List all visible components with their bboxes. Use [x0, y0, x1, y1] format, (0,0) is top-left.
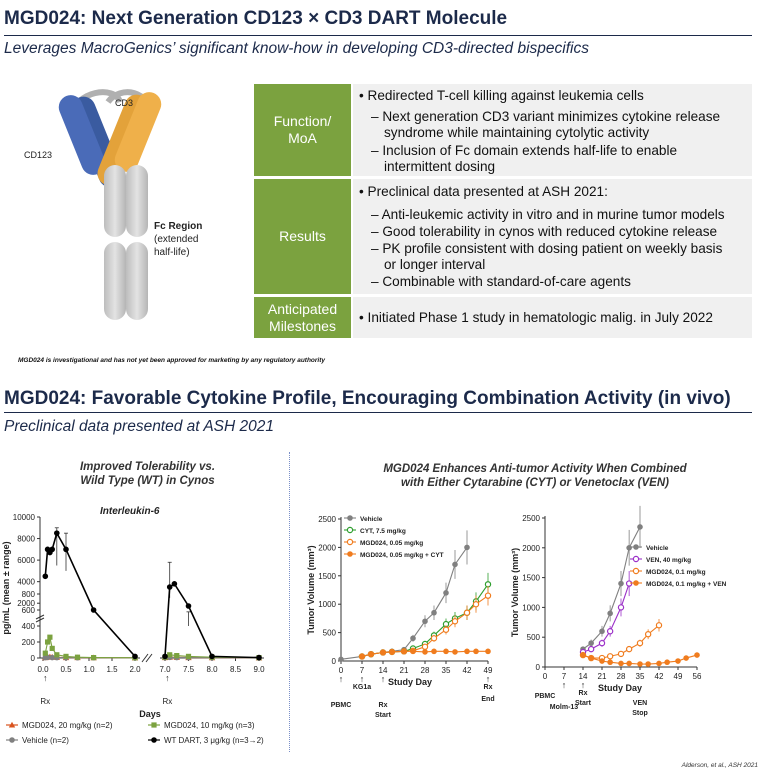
slide1-subtitle: Leverages MacroGenics’ significant know-how in developing CD3-directed bispecifics — [4, 40, 589, 57]
fc-chain-1-upper — [104, 165, 126, 237]
series-line-wt-dart-3-g-kg-n-3-2 — [45, 533, 135, 656]
annotation-arrow: ↑ — [561, 680, 567, 690]
annotation-arrow: ↑ — [380, 674, 386, 684]
legend-marker-mgd024-0-1-mg-kg — [633, 568, 638, 573]
legend-marker-mgd024-0-05-mg-kg — [347, 539, 352, 544]
series-line-vehicle — [341, 547, 467, 659]
x-tick-label: 28 — [616, 672, 626, 681]
data-point-mgd024-10-mg-kg-n-3 — [43, 651, 48, 656]
y-tick-label: 0 — [331, 657, 336, 666]
data-point-ven-40-mg-kg — [627, 581, 632, 586]
data-point-mgd024-0-1-mg-kg-ven — [637, 661, 643, 667]
data-point-ven-40-mg-kg — [618, 605, 623, 610]
annotation-label: PBMC — [330, 702, 352, 709]
table-row-milestones — [254, 297, 752, 338]
legend-marker-vehicle — [347, 515, 353, 521]
slide1-title: MGD024: Next Generation CD123 × CD3 DART Molecule — [4, 8, 508, 29]
x-tick-label: 9.0 — [253, 665, 265, 674]
data-point-ven-40-mg-kg — [608, 629, 613, 634]
cd123-label: CD123 — [24, 150, 53, 160]
data-point-mgd024-0-1-mg-kg — [608, 654, 613, 659]
x-tick-label: 21 — [597, 672, 607, 681]
data-point-mgd024-0-05-mg-kg-cyt — [422, 649, 428, 655]
x-tick-label: 1.0 — [83, 665, 95, 674]
y-axis-title: pg/mL (mean ± range) — [1, 541, 11, 635]
data-point-mgd024-0-1-mg-kg-ven — [618, 661, 624, 667]
data-point-vehicle — [637, 524, 643, 530]
data-point-mgd024-10-mg-kg-n-3 — [47, 635, 52, 640]
y-tick-label: 1500 — [318, 571, 336, 581]
data-point-mgd024-10-mg-kg-n-3 — [186, 654, 191, 659]
legend-label: MGD024, 0.1 mg/kg + VEN — [646, 581, 727, 588]
il6-subtitle: Interleukin-6 — [100, 506, 160, 517]
y-tick-label: 4000 — [17, 577, 35, 587]
y-tick-label: 800 — [21, 590, 35, 599]
x-tick-label: 8.5 — [229, 665, 242, 674]
y-tick-label: 1500 — [522, 573, 540, 583]
data-point-mgd024-10-mg-kg-n-3 — [45, 639, 50, 644]
left-panel-heading: Improved Tolerability vs. Wild Type (WT) in Cynos — [79, 461, 216, 487]
data-point-wt-dart-3-g-kg-n-3-2 — [132, 654, 138, 660]
data-point-vehicle — [422, 618, 428, 624]
row-header-milestones: Anticipated Milestones — [254, 297, 351, 338]
x-tick-label: 1.5 — [106, 665, 118, 674]
data-point-mgd024-0-1-mg-kg-ven — [607, 659, 613, 665]
x-tick-label: 42 — [462, 666, 472, 675]
cd3-label: CD3 — [115, 98, 134, 108]
data-point-mgd024-0-1-mg-kg — [627, 647, 632, 652]
data-point-mgd024-0-1-mg-kg-ven — [683, 655, 689, 661]
legend-label: MGD024, 0.1 mg/kg — [646, 569, 706, 576]
table-row-function — [254, 84, 752, 176]
x-axis-title: Study Day — [387, 677, 433, 687]
legend-marker-mgd024-10-mg-kg-n-3 — [151, 722, 156, 727]
data-point-wt-dart-3-g-kg-n-3-2 — [167, 584, 173, 590]
x-tick-label: 14 — [378, 666, 388, 675]
data-point-vehicle — [626, 545, 632, 551]
data-point-wt-dart-3-g-kg-n-3-2 — [63, 547, 69, 553]
data-point-mgd024-0-1-mg-kg-ven — [645, 661, 651, 667]
legend-label: MGD024, 0.05 mg/kg + CYT — [360, 552, 444, 559]
data-point-vehicle — [599, 628, 605, 634]
cyt-tumor-chart — [298, 505, 503, 725]
data-point-mgd024-10-mg-kg-n-3 — [75, 655, 80, 660]
rx-annotation: Rx — [162, 697, 173, 706]
data-point-wt-dart-3-g-kg-n-3-2 — [49, 547, 55, 553]
data-point-vehicle — [410, 635, 416, 641]
annotation-label: Rx — [483, 684, 493, 691]
rx-annotation: Rx — [40, 697, 51, 706]
y-tick-label: 0 — [535, 663, 540, 672]
data-point-mgd024-0-05-mg-kg-cyt — [485, 649, 491, 655]
slide2-title-rule — [4, 412, 752, 413]
data-point-vehicle — [443, 590, 449, 596]
y-tick-label: 1000 — [318, 600, 336, 610]
y-axis-title: Tumor Volume (mm³) — [510, 547, 520, 638]
fc-chain-1-lower — [104, 242, 126, 320]
x-tick-label: 14 — [578, 672, 588, 681]
data-point-mgd024-0-1-mg-kg — [618, 651, 623, 656]
x-tick-label: 7 — [359, 666, 365, 675]
data-point-wt-dart-3-g-kg-n-3-2 — [209, 654, 215, 660]
legend-marker-wt-dart-3-g-kg-n-3-2 — [151, 737, 157, 743]
data-point-mgd024-0-05-mg-kg-cyt — [389, 649, 395, 655]
x-tick-label: 42 — [654, 672, 664, 681]
data-point-mgd024-0-1-mg-kg-ven — [694, 652, 700, 658]
slide1-title-rule — [4, 35, 752, 36]
disclaimer: MGD024 is investigational and has not yet been approved for marketing by any regulatory authority — [18, 357, 326, 364]
x-tick-label: 0.0 — [37, 665, 49, 674]
legend-label: Vehicle (n=2) — [22, 736, 69, 745]
y-tick-label: 200 — [21, 638, 35, 647]
data-point-mgd024-10-mg-kg-n-3 — [174, 653, 179, 658]
x-tick-label: 7.0 — [159, 665, 171, 674]
table-row-results — [254, 179, 752, 294]
data-point-wt-dart-3-g-kg-n-3-2 — [186, 603, 192, 609]
data-point-mgd024-0-05-mg-kg — [443, 627, 448, 632]
data-point-mgd024-10-mg-kg-n-3 — [54, 652, 59, 657]
row-header-function: Function/ MoA — [254, 84, 351, 176]
fc-region-sub1: (extended — [154, 234, 199, 245]
citation: Alderson, et al., ASH 2021 — [681, 762, 758, 769]
data-point-mgd024-0-1-mg-kg-ven — [588, 655, 594, 661]
slide2-subtitle: Preclinical data presented at ASH 2021 — [4, 418, 274, 435]
x-axis-title: Days — [139, 709, 161, 719]
legend-marker-vehicle — [633, 544, 639, 550]
data-point-wt-dart-3-g-kg-n-3-2 — [91, 607, 97, 613]
y-tick-label: 2000 — [17, 599, 35, 609]
legend-marker-cyt-7-5-mg-kg — [347, 527, 352, 532]
data-point-vehicle — [431, 610, 437, 616]
data-point-mgd024-0-05-mg-kg-cyt — [443, 649, 449, 655]
data-point-mgd024-0-05-mg-kg — [431, 636, 436, 641]
legend-label: VEN, 40 mg/kg — [646, 557, 692, 564]
x-tick-label: 35 — [441, 666, 451, 675]
x-tick-label: 0 — [542, 672, 548, 681]
slide2-title: MGD024: Favorable Cytokine Profile, Encouraging Combination Activity (in vivo) — [4, 388, 731, 409]
data-point-mgd024-0-05-mg-kg — [422, 644, 427, 649]
data-point-vehicle — [464, 545, 470, 551]
data-point-mgd024-0-05-mg-kg-cyt — [359, 654, 365, 660]
data-point-wt-dart-3-g-kg-n-3-2 — [162, 654, 168, 660]
legend-marker-vehicle-n-2 — [9, 737, 15, 743]
data-point-vehicle — [607, 611, 613, 617]
legend-marker-mgd024-0-1-mg-kg-ven — [633, 580, 639, 586]
data-point-mgd024-0-05-mg-kg — [452, 619, 457, 624]
data-point-vehicle — [338, 656, 344, 662]
annotation-label: KG1a — [352, 684, 372, 691]
y-tick-label: 2000 — [318, 543, 336, 553]
data-point-mgd024-0-1-mg-kg-ven — [580, 652, 586, 658]
dart-molecule-diagram — [20, 80, 230, 325]
annotation-label: Start — [375, 712, 391, 719]
data-point-mgd024-0-1-mg-kg — [637, 641, 642, 646]
data-point-mgd024-0-05-mg-kg-cyt — [431, 649, 437, 655]
y-tick-label: 0 — [30, 654, 35, 663]
annotation-label: Molm-13 — [549, 704, 579, 711]
x-tick-label: 0.5 — [60, 665, 72, 674]
rx-arrow: ↑ — [165, 673, 170, 683]
data-point-wt-dart-3-g-kg-n-3-2 — [172, 581, 178, 587]
data-point-mgd024-0-1-mg-kg-ven — [599, 658, 605, 664]
data-point-mgd024-10-mg-kg-n-3 — [91, 655, 96, 660]
row-body-results: • Preclinical data presented at ASH 2021: – Anti-leukemic activity in vitro and in murine tumor models – Good tolerability in cynos with reduced cytokine release – PK profile consistent with dosing patient on weekly basis or longer interval – Combinable with standard-of-care agents — [353, 179, 752, 294]
legend-label: MGD024, 0.05 mg/kg — [360, 540, 424, 547]
feature-table — [254, 84, 752, 338]
y-axis-title: Tumor Volume (mm³) — [306, 545, 316, 635]
y-tick-label: 500 — [526, 633, 540, 643]
il6-chart — [0, 498, 290, 756]
data-point-mgd024-0-1-mg-kg — [646, 632, 651, 637]
data-point-vehicle — [588, 640, 594, 646]
row-header-results: Results — [254, 179, 351, 294]
legend-label: WT DART, 3 μg/kg (n=3→2) — [164, 736, 264, 745]
x-axis-title: Study Day — [597, 683, 643, 693]
x-tick-label: 7.5 — [182, 665, 195, 674]
fc-region-sub2: half-life) — [154, 247, 190, 258]
annotation-label: Start — [575, 700, 591, 707]
data-point-wt-dart-3-g-kg-n-3-2 — [43, 573, 49, 579]
data-point-vehicle — [452, 562, 458, 568]
annotation-label: VEN — [632, 700, 648, 707]
data-point-mgd024-0-05-mg-kg-cyt — [473, 649, 479, 655]
legend-marker-mgd024-0-05-mg-kg-cyt — [347, 551, 353, 557]
x-tick-label: 56 — [692, 672, 702, 681]
y-tick-label: 2500 — [318, 515, 336, 524]
annotation-label: End — [481, 696, 495, 703]
data-point-mgd024-0-05-mg-kg-cyt — [452, 649, 458, 655]
rx-arrow: ↑ — [43, 673, 48, 683]
legend-marker-ven-40-mg-kg — [633, 556, 638, 561]
row-body-milestones: • Initiated Phase 1 study in hematologic malig. in July 2022 — [353, 297, 752, 338]
x-tick-label: 7 — [561, 672, 567, 681]
data-point-mgd024-0-1-mg-kg — [656, 623, 661, 628]
data-point-mgd024-0-1-mg-kg-ven — [626, 661, 632, 667]
data-point-mgd024-0-05-mg-kg — [485, 593, 490, 598]
fc-region-label: Fc Region — [154, 221, 203, 232]
data-point-mgd024-0-05-mg-kg — [473, 602, 478, 607]
data-point-mgd024-0-1-mg-kg-ven — [675, 658, 681, 664]
data-point-mgd024-0-05-mg-kg-cyt — [464, 649, 470, 655]
y-tick-label: 2500 — [522, 514, 540, 523]
x-tick-label: 21 — [399, 666, 409, 675]
legend-label: Vehicle — [646, 545, 669, 552]
data-point-wt-dart-3-g-kg-n-3-2 — [256, 655, 262, 661]
fc-chain-2-lower — [126, 242, 148, 320]
annotation-label: Rx — [578, 690, 588, 697]
y-tick-label: 10000 — [12, 513, 35, 522]
annotation-label: PBMC — [534, 693, 556, 700]
annotation-label: Rx — [378, 702, 388, 709]
x-tick-label: 28 — [420, 666, 430, 675]
data-point-mgd024-0-05-mg-kg-cyt — [380, 650, 386, 656]
annotation-arrow: ↑ — [359, 674, 365, 684]
data-point-mgd024-0-05-mg-kg-cyt — [410, 649, 416, 655]
y-tick-label: 8000 — [17, 534, 35, 544]
data-point-mgd024-0-1-mg-kg-ven — [664, 659, 670, 665]
data-point-mgd024-0-1-mg-kg-ven — [656, 661, 662, 667]
y-tick-label: 6000 — [17, 556, 35, 566]
legend-label: Vehicle — [360, 516, 383, 523]
y-tick-label: 2000 — [522, 543, 540, 553]
fc-chain-2-upper — [126, 165, 148, 237]
legend-label: CYT, 7.5 mg/kg — [360, 528, 406, 535]
data-point-mgd024-10-mg-kg-n-3 — [167, 652, 172, 657]
legend-label: MGD024, 10 mg/kg (n=3) — [164, 721, 255, 730]
y-tick-label: 400 — [21, 622, 35, 631]
x-tick-label: 49 — [483, 666, 493, 675]
x-tick-label: 2.0 — [129, 665, 141, 674]
data-point-vehicle — [618, 581, 624, 587]
data-point-mgd024-0-05-mg-kg-cyt — [368, 651, 374, 657]
x-tick-label: 0 — [338, 666, 344, 675]
annotation-label: Stop — [632, 710, 648, 717]
y-tick-label: 600 — [21, 606, 35, 615]
x-tick-label: 35 — [635, 672, 645, 681]
right-panel-heading: MGD024 Enhances Anti-tumor Activity When Combined with Either Cytarabine (CYT) or Venetoclax (VEN) — [383, 463, 687, 489]
data-point-wt-dart-3-g-kg-n-3-2 — [54, 530, 60, 536]
annotation-arrow: ↑ — [338, 674, 344, 684]
data-point-ven-40-mg-kg — [589, 647, 594, 652]
y-tick-label: 1000 — [522, 603, 540, 613]
data-point-mgd024-10-mg-kg-n-3 — [50, 646, 55, 651]
annotation-arrow: ↑ — [580, 680, 586, 690]
series-line-wt-dart-3-g-kg-n-3-2 — [165, 584, 259, 658]
annotation-arrow: ↑ — [485, 674, 491, 684]
x-axis-break — [142, 654, 152, 662]
data-point-mgd024-0-05-mg-kg-cyt — [401, 649, 407, 655]
row-body-function: • Redirected T-cell killing against leukemia cells – Next generation CD3 variant minimizes cytokine release syndrome while maintaining cytolytic activity – Inclusion of Fc domain extends half-life to enable intermittent dosing — [353, 84, 752, 176]
legend-label: MGD024, 20 mg/kg (n=2) — [22, 721, 113, 730]
x-tick-label: 8.0 — [206, 665, 218, 674]
y-tick-label: 500 — [322, 628, 336, 638]
data-point-mgd024-0-05-mg-kg — [464, 610, 469, 615]
x-tick-label: 49 — [673, 672, 683, 681]
data-point-ven-40-mg-kg — [599, 641, 604, 646]
ven-tumor-chart — [505, 500, 727, 725]
data-point-mgd024-10-mg-kg-n-3 — [63, 654, 68, 659]
